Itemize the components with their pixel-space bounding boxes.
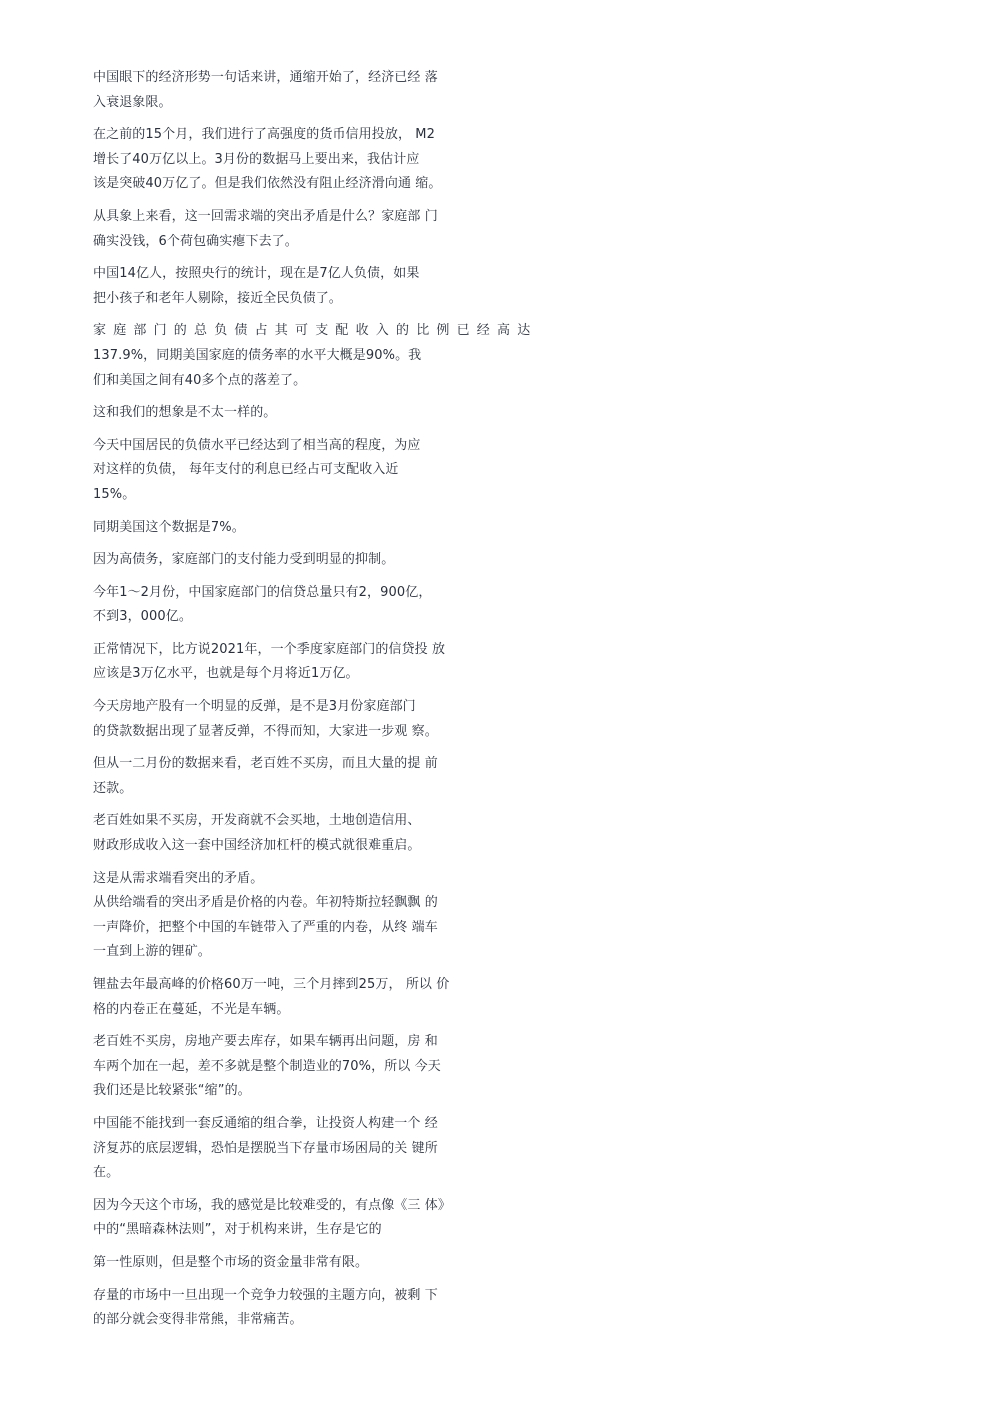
text-line: 的贷款数据出现了显著反弹，不得而知，大家进一步观 察。 [93, 723, 438, 739]
paragraph-7 [93, 434, 488, 508]
paragraph-11 [93, 638, 488, 687]
text-line: 正常情况下，比方说2021年，一个季度家庭部门的信贷投 放 [93, 641, 446, 657]
text-line: 们和美国之间有40多个点的落差了。 [93, 372, 307, 388]
paragraph-18 [93, 1112, 488, 1186]
paragraph-17 [93, 1030, 488, 1104]
text-line: 把小孩子和老年人剔除，接近全民负债了。 [93, 290, 342, 306]
text-line: 但从一二月份的数据来看，老百姓不买房，而且大量的提 前 [93, 756, 438, 772]
text-line: 确实没钱，6个荷包确实瘪下去了。 [93, 233, 298, 249]
text-line: 该是突破40万亿了。但是我们依然没有阻止经济滑向通 缩。 [93, 176, 442, 192]
text-line: 因为高债务，家庭部门的支付能力受到明显的抑制。 [93, 552, 395, 568]
text-line: 存量的市场中一旦出现一个竞争力较强的主题方向，被剩 下 [93, 1287, 438, 1303]
paragraph-1 [93, 66, 488, 115]
text-line: 今年1～2月份，中国家庭部门的信贷总量只有2，900亿， [93, 584, 432, 600]
text-line: 车两个加在一起，差不多就是整个制造业的70%，所以 今天 [93, 1058, 441, 1074]
paragraph-14 [93, 809, 488, 858]
text-line: 老百姓不买房，房地产要去库存，如果车辆再出问题，房 和 [93, 1034, 438, 1050]
text-line: 这是从需求端看突出的矛盾。 [93, 870, 264, 886]
paragraph-10 [93, 581, 488, 630]
paragraph-2 [93, 123, 488, 197]
paragraph-3 [93, 205, 488, 254]
text-line: 在。 [93, 1165, 120, 1181]
text-line: 对这样的负债， 每年支付的利息已经占可支配收入近 [93, 462, 399, 478]
text-line: 不到3，000亿。 [93, 609, 192, 625]
paragraph-15 [93, 867, 488, 965]
text-line: 从供给端看的突出矛盾是价格的内卷。年初特斯拉轻飘飘 的 [93, 895, 438, 911]
paragraph-4 [93, 262, 488, 311]
text-line: 中国眼下的经济形势一句话来讲，通缩开始了，经济已经 落 [93, 70, 438, 85]
text-line: 同期美国这个数据是7%。 [93, 519, 245, 535]
paragraph-6 [93, 401, 488, 426]
text-line: 15%。 [93, 486, 136, 502]
text-line: 一直到上游的锂矿。 [93, 944, 211, 960]
text-line: 我们还是比较紧张“缩”的。 [93, 1083, 251, 1099]
paragraph-12 [93, 695, 488, 744]
text-line: 中国能不能找到一套反通缩的组合拳，让投资人构建一个 经 [93, 1115, 438, 1131]
text-line: 从具象上来看，这一回需求端的突出矛盾是什么？家庭部 门 [93, 208, 438, 224]
text-line: 中的“黑暗森林法则”，对于机构来讲，生存是它的 [93, 1222, 382, 1238]
paragraph-13 [93, 752, 488, 801]
text-line: 锂盐去年最高峰的价格60万一吨，三个月摔到25万， 所以 价 [93, 977, 450, 992]
paragraph-8 [93, 516, 488, 541]
paragraph-19 [93, 1194, 488, 1243]
text-line: 老百姓如果不买房，开发商就不会买地，土地创造信用、 [93, 813, 421, 829]
text-line: 今天中国居民的负债水平已经达到了相当高的程度，为应 [93, 437, 421, 453]
paragraph-9 [93, 548, 488, 573]
text-line: 这和我们的想象是不太一样的。 [93, 405, 277, 421]
text-line: 中国14亿人，按照央行的统计，现在是7亿人负债，如果 [93, 266, 420, 282]
paragraph-21 [93, 1284, 488, 1333]
paragraph-20 [93, 1251, 488, 1276]
text-line: 财政形成收入这一套中国经济加杠杆的模式就很难重启。 [93, 838, 421, 854]
text-line: 的部分就会变得非常熊，非常痛苦。 [93, 1312, 303, 1328]
text-line: 137.9%，同期美国家庭的债务率的水平大概是90%。我 [93, 347, 422, 363]
text-line: 家庭部门的总负债占其可支配收入的比例已经高达 [93, 323, 538, 339]
text-line: 今天房地产股有一个明显的反弹，是不是3月份家庭部门 [93, 699, 416, 715]
text-line: 一声降价，把整个中国的车链带入了严重的内卷，从终 端车 [93, 919, 438, 935]
document-body [93, 66, 538, 1341]
text-line: 应该是3万亿水平，也就是每个月将近1万亿。 [93, 666, 359, 682]
text-line: 济复苏的底层逻辑，恐怕是摆脱当下存量市场困局的关 键所 [93, 1140, 438, 1156]
text-line: 在之前的15个月，我们进行了高强度的货币信用投放， M2 [93, 127, 435, 143]
text-line: 第一性原则，但是整个市场的资金量非常有限。 [93, 1254, 369, 1270]
paragraph-16 [93, 973, 488, 1022]
text-line: 还款。 [93, 780, 133, 796]
text-line: 入衰退象限。 [93, 94, 172, 110]
text-line: 格的内卷正在蔓延，不光是车辆。 [93, 1001, 290, 1017]
text-line: 增长了40万亿以上。3月份的数据马上要出来，我估计应 [93, 151, 420, 167]
paragraph-5 [93, 319, 538, 393]
text-line: 因为今天这个市场，我的感觉是比较难受的，有点像《三 体》 [93, 1197, 451, 1213]
